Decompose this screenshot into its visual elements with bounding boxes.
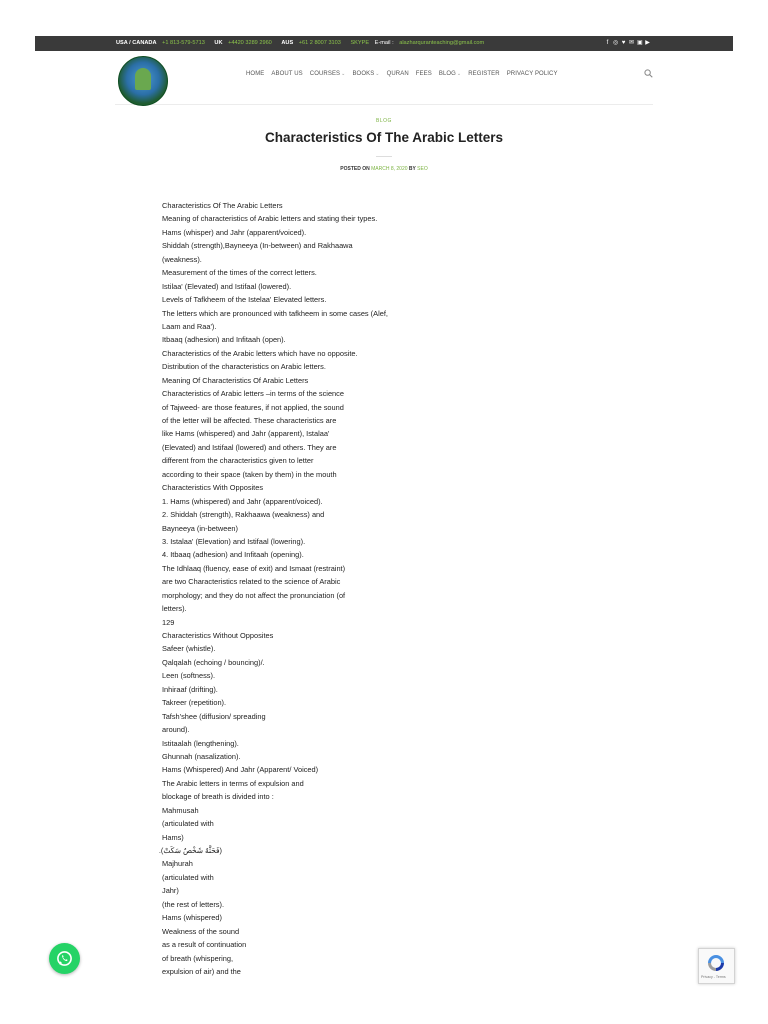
content-line: (Elevated) and Istifaal (lowered) and others. They are [162, 442, 337, 452]
nav-about-us[interactable]: ABOUT US [271, 71, 303, 77]
instagram-icon[interactable]: ◎ [613, 40, 619, 46]
facebook-icon[interactable]: f [606, 40, 609, 46]
content-line: Weakness of the sound [162, 926, 240, 936]
content-line: Mahmusah [162, 805, 199, 815]
usa-contact [116, 40, 209, 46]
content-line: of the letter will be affected. These characteristics are [162, 416, 337, 425]
content-line: (weakness). [162, 254, 202, 264]
by-label: BY [408, 166, 416, 172]
content-line: Levels of Tafkheem of the Istelaa' Elevated letters. [162, 295, 327, 305]
content-line: Jahr) [162, 886, 179, 896]
content-line: The letters which are pronounced with tafkheem in some cases (Alef, [162, 308, 388, 318]
logo-emblem [135, 68, 151, 90]
nav-courses[interactable] [310, 71, 346, 77]
nav-books[interactable] [352, 71, 379, 77]
content-line: as a result of continuation [162, 940, 247, 950]
skype-link[interactable]: SKYPE [350, 40, 370, 46]
recaptcha-icon [706, 953, 726, 973]
content-line: (articulated with [162, 819, 214, 829]
nav-blog-label: BLOG [438, 71, 456, 77]
aus-contact [281, 40, 345, 46]
content-line: The Idhlaaq (fluency, ease of exit) and Ismaat (restraint) [162, 563, 346, 573]
content-line: 2. Shiddah (strength), Rakhaawa (weakness) and [162, 510, 325, 520]
content-line: Leen (softness). [162, 671, 215, 681]
content-line: morphology; and they do not affect the pronunciation (of [162, 590, 346, 600]
nav-register[interactable]: REGISTER [468, 71, 500, 77]
content-line: Hams (whisper) and Jahr (apparent/voiced). [162, 227, 307, 237]
content-line: Takreer (repetition). [162, 698, 227, 708]
content-line: Characteristics Of The Arabic Letters [162, 201, 283, 210]
content-line: Tafsh'shee (diffusion/ spreading [162, 711, 266, 721]
email-link[interactable]: alazharquranteaching@gmail.com [399, 40, 485, 46]
email-contact [375, 40, 489, 46]
post-date[interactable]: MARCH 8, 2020 [371, 166, 408, 172]
whatsapp-button[interactable] [49, 943, 80, 974]
content-line: The Arabic letters in terms of expulsion and [162, 778, 304, 788]
nav-fees[interactable]: FEES [415, 71, 432, 77]
site-logo[interactable] [118, 56, 168, 106]
content-line: Hams (Whispered) And Jahr (Apparent/ Voiced) [162, 765, 319, 775]
content-line: Laam and Raa'). [162, 321, 217, 331]
content-line: around). [162, 725, 190, 735]
aus-phone[interactable]: +61 2 8007 3103 [298, 40, 341, 46]
content-line: Shiddah (strength),Bayneeya (In-between) and Rakhaawa [162, 241, 353, 251]
post-author[interactable]: SEO [417, 166, 428, 172]
content-line: Bayneeya (in-between) [162, 523, 239, 533]
content-line: letters). [162, 604, 187, 614]
linkedin-icon[interactable]: ▣ [637, 40, 643, 46]
content-line: (articulated with [162, 872, 214, 882]
content-line: blockage of breath is divided into : [162, 792, 274, 802]
content-line: (فَحَثَّهُ شَخْصٌ سَكَتْ). [158, 846, 222, 855]
content-line: Measurement of the times of the correct letters. [162, 268, 317, 278]
uk-phone[interactable]: +4420 3289 2960 [228, 40, 272, 46]
content-line: different from the characteristics given to letter [162, 456, 314, 466]
uk-label: UK [214, 40, 223, 46]
content-line: 3. Istalaa' (Elevation) and Istifaal (lowering). [162, 536, 306, 546]
content-line: Characteristics of the Arabic letters which have no opposite. [162, 348, 358, 358]
content-line: Distribution of the characteristics on Arabic letters. [162, 362, 326, 372]
content-line: Safeer (whistle). [162, 644, 216, 654]
content-line: 129 [162, 617, 175, 627]
content-line: Meaning Of Characteristics Of Arabic Letters [162, 375, 309, 385]
nav-blog[interactable] [439, 71, 461, 77]
nav-home[interactable]: HOME [246, 71, 265, 77]
post-meta [0, 166, 768, 172]
contact-info [116, 36, 492, 51]
nav-books-label: BOOKS [352, 71, 375, 77]
content-line: Inhiraaf (drifting). [162, 684, 218, 694]
nav-courses-label: COURSES [309, 71, 341, 77]
chevron-down-icon: ⌄ [341, 71, 346, 77]
main-nav [246, 71, 558, 77]
content-line: Majhurah [162, 859, 193, 869]
title-divider [376, 156, 392, 157]
usa-label: USA / CANADA [116, 40, 157, 46]
post-title: Characteristics Of The Arabic Letters [264, 130, 504, 145]
search-icon[interactable] [644, 69, 653, 78]
top-bar [35, 36, 733, 51]
email-icon[interactable]: ✉ [629, 40, 635, 46]
chevron-down-icon: ⌄ [375, 71, 380, 77]
post-content [158, 199, 412, 978]
content-line: Hams) [162, 832, 184, 842]
recaptcha-text: Privacy - Terms [701, 975, 726, 979]
content-line: 4. Itbaaq (adhesion) and Infitaah (opening). [162, 550, 304, 560]
content-line: like Hams (whispered) and Jahr (apparent), Istalaa' [162, 429, 330, 439]
content-line: Characteristics With Opposites [162, 483, 264, 493]
site-header [115, 52, 653, 105]
content-line: Meaning of characteristics of Arabic letters and stating their types. [162, 214, 378, 224]
content-line: Istilaa' (Elevated) and Istifaal (lowered). [162, 281, 292, 291]
content-line: are two Characteristics related to the science of Arabic [162, 577, 341, 587]
nav-quran[interactable]: QURAN [386, 71, 409, 77]
content-line: Hams (whispered) [162, 913, 222, 923]
content-line: Istitaalah (lengthening). [162, 738, 239, 748]
uk-contact [214, 40, 275, 46]
social-links [605, 36, 650, 51]
posted-on-label: POSTED ON [340, 166, 370, 172]
email-label: E-mail : [374, 40, 394, 46]
chevron-down-icon: ⌄ [456, 71, 462, 77]
content-line: according to their space (taken by them) in the mouth [162, 469, 337, 479]
nav-privacy-policy[interactable]: PRIVACY POLICY [506, 71, 558, 77]
content-line: of Tajweed- are those features, if not applied, the sound [162, 402, 344, 412]
content-line: 1. Hams (whispered) and Jahr (apparent/voiced). [162, 496, 323, 506]
content-line: Ghunnah (nasalization). [162, 751, 241, 761]
content-line: Qalqalah (echoing / bouncing)/. [162, 657, 265, 667]
content-line: Characteristics of Arabic letters –in terms of the science [162, 389, 344, 399]
whatsapp-icon [56, 950, 73, 967]
twitter-icon[interactable]: ♥ [621, 40, 626, 46]
youtube-icon[interactable]: ▶ [645, 40, 650, 46]
content-line: Characteristics Without Opposites [162, 631, 274, 640]
recaptcha-badge[interactable] [698, 948, 735, 984]
usa-phone[interactable]: +1 813-579-5713 [162, 40, 205, 46]
post-category[interactable]: BLOG [376, 118, 392, 124]
content-line: (the rest of letters). [162, 899, 225, 909]
aus-label: AUS [281, 40, 294, 46]
content-line: of breath (whispering, [162, 953, 234, 963]
content-line: expulsion of air) and the [162, 966, 241, 976]
content-line: Itbaaq (adhesion) and Infitaah (open). [162, 335, 286, 345]
